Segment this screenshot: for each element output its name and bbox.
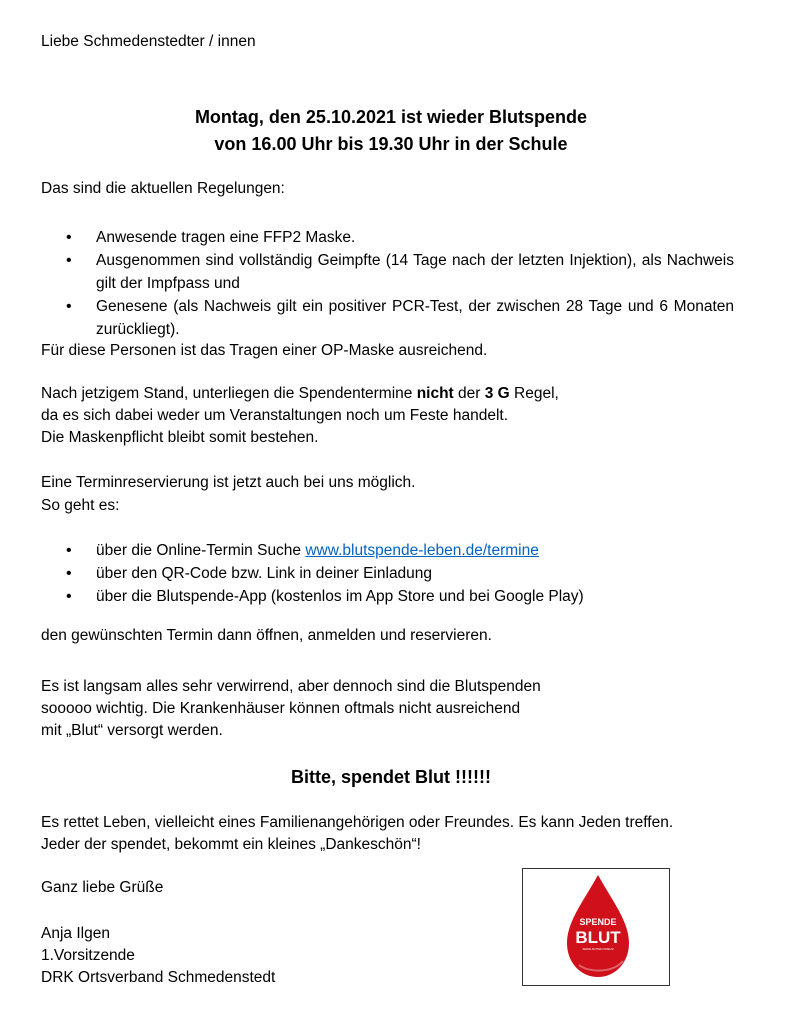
rule-item: • Genesene (als Nachweis gilt ein positiver PCR-Test, der zwischen 28 Tage und 6 Monaten zurückliegt). bbox=[41, 295, 734, 341]
para-3g-line2: da es sich dabei weder um Veranstaltungen noch um Feste handelt. bbox=[41, 407, 509, 424]
logo-text-spende: SPENDE bbox=[579, 917, 617, 927]
logo-tagline: SEINE ROTEN KREUZ bbox=[582, 947, 614, 951]
rules-intro: Das sind die aktuellen Regelungen: bbox=[41, 180, 285, 197]
blood-drop-icon bbox=[523, 869, 671, 987]
reservation-line2: So geht es: bbox=[41, 497, 120, 514]
rules-outro: Für diese Personen ist das Tragen einer OP-Maske ausreichend. bbox=[41, 342, 488, 359]
confusing-line3: mit „Blut“ versorgt werden. bbox=[41, 722, 223, 739]
signature-role: 1.Vorsitzende bbox=[41, 947, 135, 964]
para-3g-line3: Die Maskenpflicht bleibt somit bestehen. bbox=[41, 429, 319, 446]
reservation-item-qr: • über den QR-Code bzw. Link in deiner Einladung bbox=[41, 562, 734, 585]
headline-time: von 16.00 Uhr bis 19.30 Uhr in der Schule bbox=[214, 134, 568, 154]
signature-name: Anja Ilgen bbox=[41, 925, 110, 942]
salutation: Liebe Schmedenstedter / innen bbox=[41, 33, 256, 50]
reservation-list bbox=[41, 539, 734, 608]
headline-date: Montag, den 25.10.2021 ist wieder Blutspende bbox=[194, 107, 588, 127]
reservation-item-app: • über die Blutspende-App (kostenlos im App Store und bei Google Play) bbox=[41, 585, 734, 608]
para-3g-line1: Nach jetzigem Stand, unterliegen die Spendentermine nicht der 3 G Regel, bbox=[41, 385, 559, 402]
rule-item: • Ausgenommen sind vollständig Geimpfte (14 Tage nach der letzten Injektion), als Nachweis gilt der Impfpass und bbox=[41, 249, 734, 295]
appeal-heading: Bitte, spendet Blut !!!!!! bbox=[291, 767, 491, 787]
spende-blut-logo bbox=[522, 868, 670, 986]
logo-text-blut: BLUT bbox=[575, 928, 621, 947]
reservation-item-online: • über die Online-Termin Suche www.blutspende-leben.de/termine bbox=[41, 539, 734, 562]
closing-line2: Jeder der spendet, bekommt ein kleines „Dankeschön“! bbox=[41, 836, 421, 853]
signature-org: DRK Ortsverband Schmedenstedt bbox=[41, 969, 276, 986]
reservation-outro: den gewünschten Termin dann öffnen, anmelden und reservieren. bbox=[41, 627, 492, 644]
confusing-line2: sooooo wichtig. Die Krankenhäuser können oftmals nicht ausreichend bbox=[41, 700, 521, 717]
rule-item: • Anwesende tragen eine FFP2 Maske. bbox=[41, 226, 734, 249]
confusing-line1: Es ist langsam alles sehr verwirrend, aber dennoch sind die Blutspenden bbox=[41, 678, 541, 695]
reservation-line1: Eine Terminreservierung ist jetzt auch bei uns möglich. bbox=[41, 474, 416, 491]
blutspende-link[interactable]: www.blutspende-leben.de/termine bbox=[305, 542, 539, 559]
emphasis-nicht: nicht bbox=[416, 385, 454, 402]
emphasis-3g: 3 G bbox=[484, 385, 510, 402]
greeting: Ganz liebe Grüße bbox=[41, 879, 164, 896]
rules-list bbox=[41, 226, 734, 341]
closing-line1: Es rettet Leben, vielleicht eines Familienangehörigen oder Freundes. Es kann Jeden treffen. bbox=[41, 814, 674, 831]
